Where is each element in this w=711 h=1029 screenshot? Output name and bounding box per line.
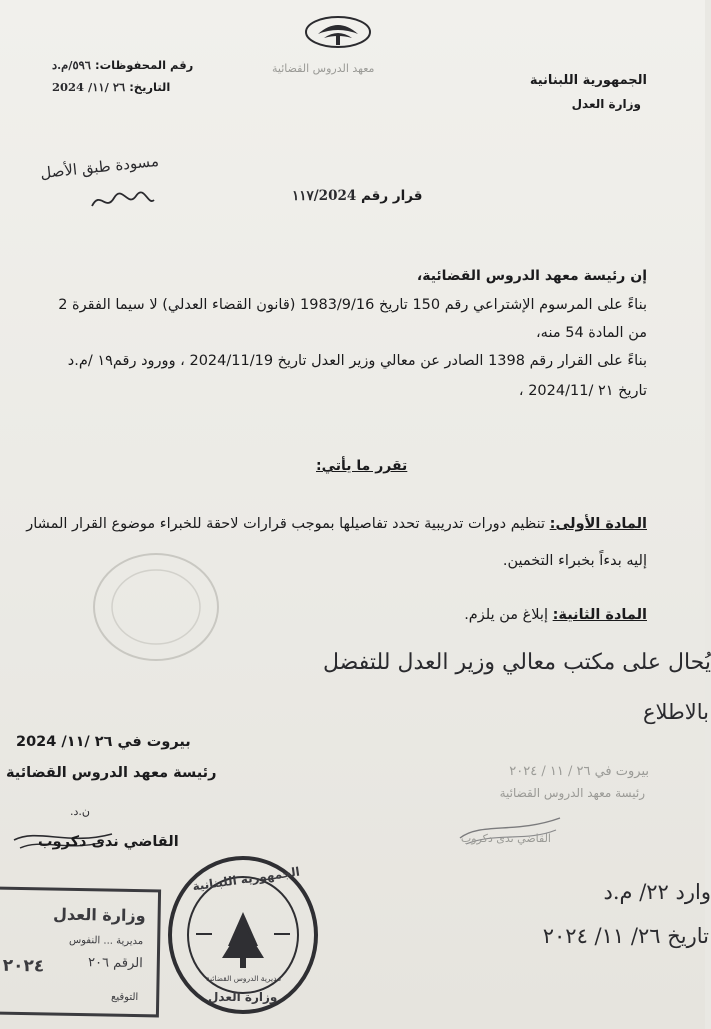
round-seal-top-text: الجمهورية اللبنانية [191,864,301,894]
handwritten-referral-line-2: بالاطلاع [643,700,709,724]
archive-date [52,80,170,94]
cedar-emblem-icon [300,10,376,52]
copy-note-signature-icon [88,188,158,214]
decision-label: قرار رقم [360,188,423,204]
ministry-title: وزارة العدل [571,97,641,111]
archive-date-value: ٢٦ /١١/ 2024 [52,80,126,94]
addressee: إن رئيسة معهد الدروس القضائية، [416,268,647,284]
signature-title: رئيسة معهد الدروس القضائية [6,765,217,781]
article-1-text: تنظيم دورات تدريبية تحدد تفاصيلها بموجب قرارات لاحقة للخبراء موضوع القرار المشار [26,516,550,532]
republic-title: الجمهورية اللبنانية [529,73,647,88]
ministry-stamp-title: وزارة العدل [52,904,146,926]
handwritten-referral-line-1: يُحال على مكتب معالي وزير العدل للتفضل [323,650,711,675]
seal-copy-place-date: بيروت في ٢٦ / ١١ / ٢٠٢٤ [509,764,649,779]
archive-date-label: التاريخ: [129,80,171,94]
faint-watermark-seal-icon [88,548,224,666]
receipt-line-2: تاريخ ٢٦/ ١١/ ٢٠٢٤ [542,924,709,948]
ministry-stamp-year: ٢٠٢٤ [2,955,45,977]
seal-copy-name: القاضي ندى دكروب [460,832,551,845]
round-seal-bottom-text: وزارة العدل [208,990,278,1004]
round-seal [166,854,320,1016]
round-seal-inner-text: مديرية الدروس القضائية [206,974,282,983]
article-1 [26,516,647,532]
ministry-stamp-footer: التوقيع [110,991,139,1004]
archive-number-label: رقم المحفوظات: [95,58,194,72]
article-1-continued: إليه بدءاً بخبراء التخمين. [502,553,647,569]
archive-number [52,58,193,72]
signature-initials: ن.د. [70,805,90,818]
institute-faint-header: معهد الدروس القضائية [272,62,375,75]
body-line-1: بناءً على المرسوم الإشتراعي رقم 150 تاريخ 1983/9/16 (قانون القضاء العدلي) لا سيما الفقرة 2 [58,297,647,313]
seal-copy-title: رئيسة معهد الدروس القضائية [499,786,645,800]
signature-place-date: بيروت في ٢٦ /١١/ 2024 [16,734,191,750]
receipt-line-1: وارد ٢٢/ م.د [603,880,711,904]
ministry-stamp-sub2: الرقم ٢٠٦ [87,955,143,972]
article-1-title: المادة الأولى: [549,516,647,532]
article-2-title: المادة الثانية: [552,607,647,623]
archive-number-value: ٥٩٦/م.د [52,58,91,72]
article-2-text: إبلاغ من يلزم. [464,607,553,623]
body-line-2: من المادة 54 منه، [536,325,647,341]
ministry-stamp [0,887,161,1018]
decision-heading [292,188,423,204]
body-line-4: تاريخ ٢١ /2024/11 ، [518,383,647,399]
body-line-3: بناءً على القرار رقم 1398 الصادر عن معالي وزير العدل تاريخ 2024/11/19 ، وورود رقم١٩ /م.د [67,353,647,369]
decision-number: ١١٧/2024 [292,188,357,204]
signature-name: القاضي ندى دكروب [38,834,179,850]
decides-heading: تقرر ما يأتي: [316,458,408,474]
article-2 [464,607,647,623]
ministry-stamp-sub1: مديرية ... النفوس [68,934,144,948]
copy-note: مسودة طبق الأصل [39,151,160,183]
